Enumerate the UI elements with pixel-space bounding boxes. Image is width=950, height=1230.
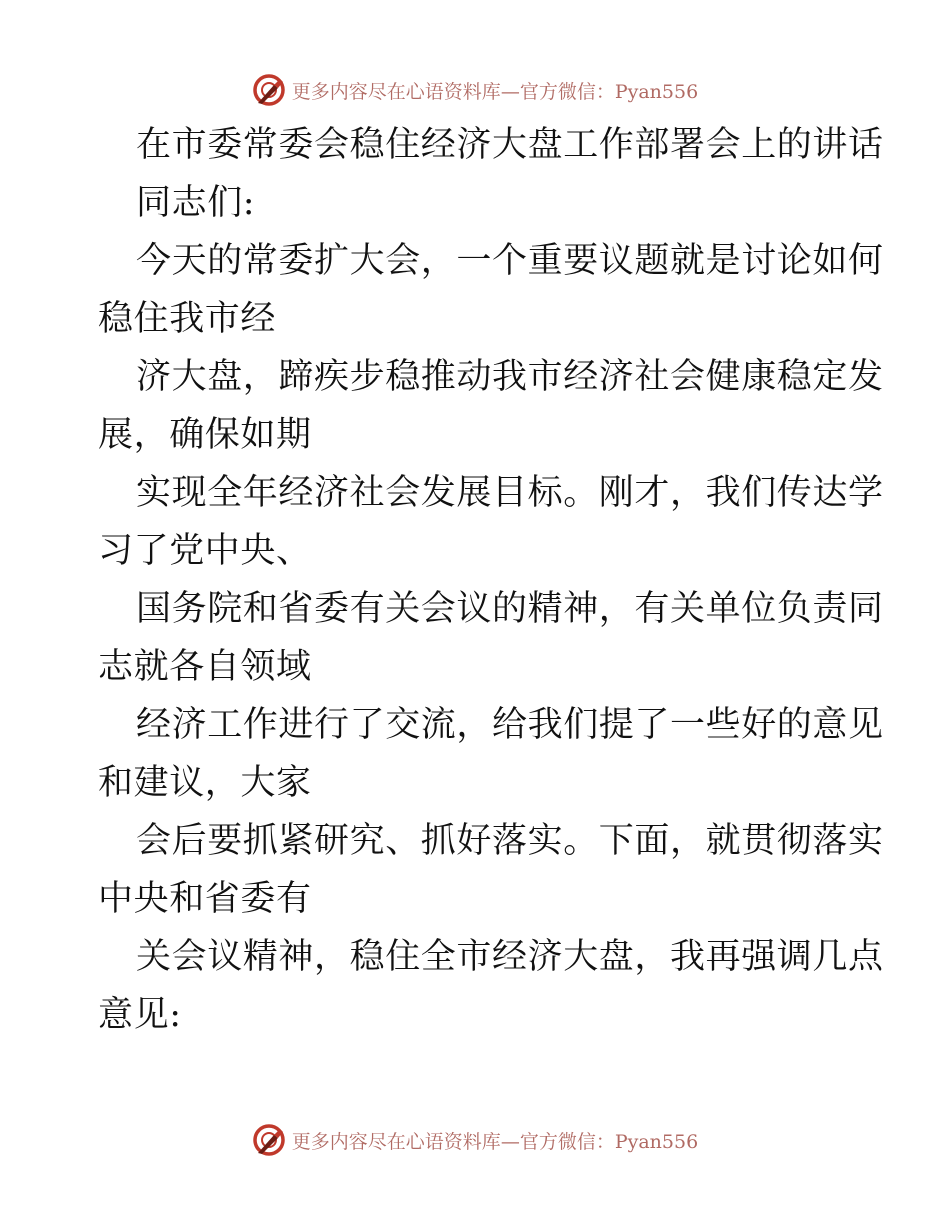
watermark-dash: — xyxy=(500,80,520,103)
text-line: 和建议，大家 xyxy=(98,763,312,803)
text-line: 实现全年经济社会发展目标。刚才，我们传达学 xyxy=(136,473,884,513)
text-line: 会后要抓紧研究、抓好落实。下面，就贯彻落实 xyxy=(136,821,884,861)
text-line: 志就各自领域 xyxy=(98,647,312,687)
footer-watermark xyxy=(0,1120,950,1160)
document-body xyxy=(98,116,884,1044)
watermark-brand: 更多内容尽在心语资料库 xyxy=(291,1130,501,1153)
watermark-text xyxy=(292,77,698,104)
watermark-wechat-label: 官方微信： xyxy=(519,80,615,103)
watermark-dash: — xyxy=(500,1130,520,1153)
watermark-brand: 更多内容尽在心语资料库 xyxy=(291,80,501,103)
text-line: 经济工作进行了交流，给我们提了一些好的意见 xyxy=(136,705,884,745)
text-line: 今天的常委扩大会，一个重要议题就是讨论如何 xyxy=(136,241,884,281)
text-line: 关会议精神，稳住全市经济大盘，我再强调几点 xyxy=(136,937,884,977)
text-line: 稳住我市经 xyxy=(98,299,277,339)
watermark-text xyxy=(292,1127,698,1154)
text-line: 习了党中央、 xyxy=(98,531,312,571)
text-line: 展，确保如期 xyxy=(98,415,312,455)
watermark-wechat-label: 官方微信： xyxy=(519,1130,615,1153)
text-line: 国务院和省委有关会议的精神，有关单位负责同 xyxy=(136,589,884,629)
watermark-wechat-id: Pyan556 xyxy=(614,1130,699,1153)
salutation: 同志们: xyxy=(136,183,256,223)
pen-in-circle-icon xyxy=(252,1123,286,1157)
text-line: 意见: xyxy=(98,995,182,1035)
watermark-wechat-id: Pyan556 xyxy=(614,80,699,103)
pen-in-circle-icon xyxy=(252,73,286,107)
text-line: 济大盘，蹄疾步稳推动我市经济社会健康稳定发 xyxy=(136,357,884,397)
header-watermark xyxy=(0,70,950,110)
document-title: 在市委常委会稳住经济大盘工作部署会上的讲话 xyxy=(136,125,884,165)
text-line: 中央和省委有 xyxy=(98,879,312,919)
